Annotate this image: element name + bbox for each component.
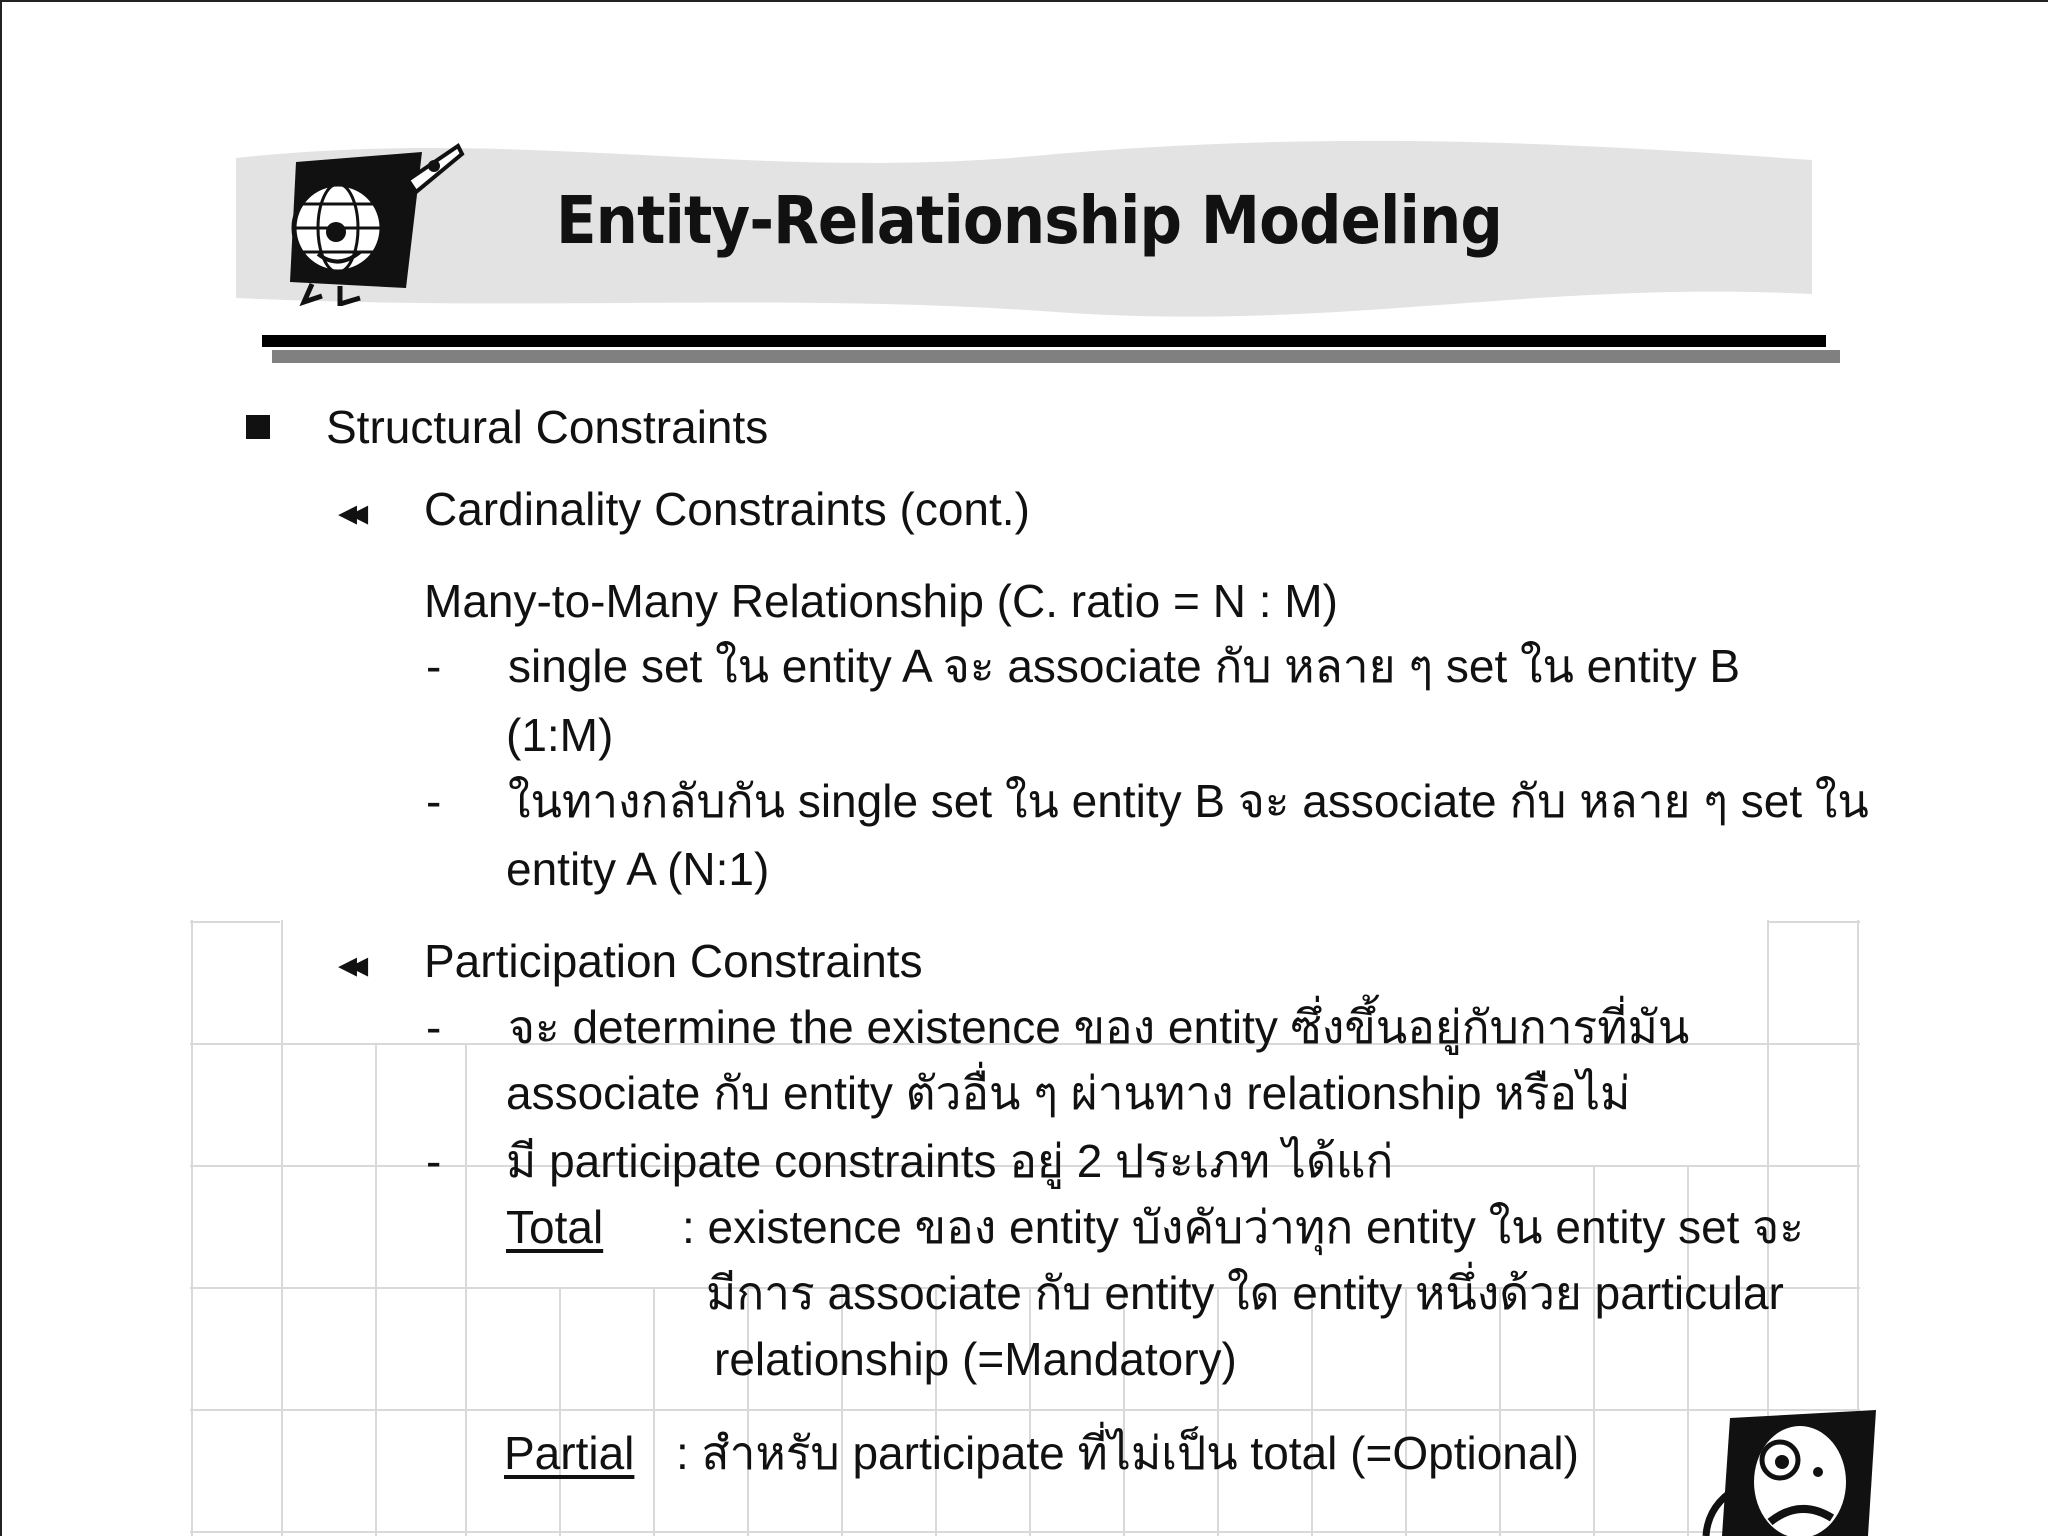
participation-heading: Participation Constraints xyxy=(424,935,923,987)
partial-label: Partial xyxy=(504,1427,635,1479)
total-line2: มีการ associate กับ entity ใด entity หนึ่งด้วย particular xyxy=(706,1267,1784,1319)
double-chevron-left-icon: ◂◂ xyxy=(338,944,361,986)
total-line1: : existence ของ entity บังคับว่าทุก entity ใน entity set จะ xyxy=(682,1201,1804,1253)
bullet-square-icon xyxy=(246,415,270,439)
page-title: Entity-Relationship Modeling xyxy=(556,182,1502,259)
bullet-structural-constraints: Structural Constraints xyxy=(326,401,769,453)
m2m-item-1-line2: (1:M) xyxy=(506,709,614,761)
title-rule-gray xyxy=(272,350,1840,363)
partial-text: : สำหรับ participate ที่ไม่เป็น total (=Optional) xyxy=(676,1427,1579,1479)
globe-mascot-icon xyxy=(282,136,466,306)
worried-face-mascot-icon xyxy=(1700,1406,1880,1536)
cardinality-heading: Cardinality Constraints (cont.) xyxy=(424,483,1030,535)
dash-marker: - xyxy=(426,1135,442,1187)
dash-marker: - xyxy=(426,1001,442,1053)
m2m-item-2-line2: entity A (N:1) xyxy=(506,843,770,895)
participation-item-2-line1: มี participate constraints อยู่ 2 ประเภท ได้แก่ xyxy=(506,1135,1394,1187)
double-chevron-left-icon: ◂◂ xyxy=(338,492,361,534)
dash-marker: - xyxy=(426,775,442,827)
dash-marker: - xyxy=(426,640,442,692)
m2m-item-2-line1: ในทางกลับกัน single set ใน entity B จะ associate กับ หลาย ๆ set ใน xyxy=(508,775,1869,827)
m2m-item-1-line1: single set ใน entity A จะ associate กับ หลาย ๆ set ใน entity B xyxy=(508,640,1741,692)
total-line3: relationship (=Mandatory) xyxy=(714,1333,1237,1385)
m2m-heading: Many-to-Many Relationship (C. ratio = N : M) xyxy=(424,575,1338,627)
title-rule-dark xyxy=(262,335,1826,347)
total-label: Total xyxy=(506,1201,604,1253)
participation-item-1-line2: associate กับ entity ตัวอื่น ๆ ผ่านทาง relationship หรือไม่ xyxy=(506,1067,1631,1119)
participation-item-1-line1: จะ determine the existence ของ entity ซึ่งขึ้นอยู่กับการที่มัน xyxy=(508,1001,1690,1053)
